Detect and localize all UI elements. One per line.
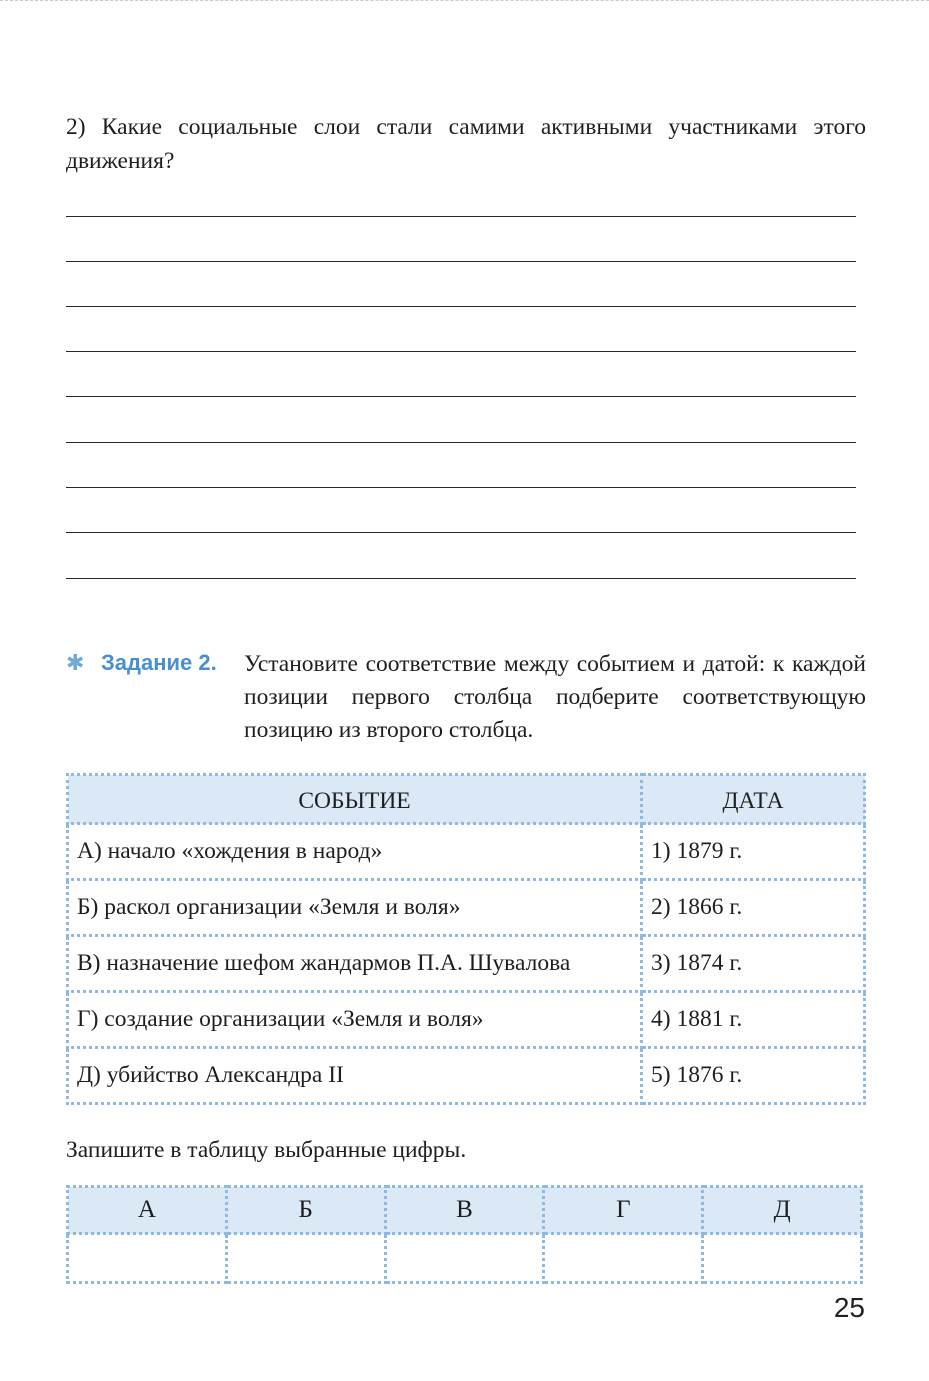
answer-input-row xyxy=(68,1234,862,1283)
answer-cell-b[interactable] xyxy=(226,1234,385,1283)
page-number: 25 xyxy=(833,1292,865,1323)
answer-header-a: А xyxy=(68,1187,227,1234)
answer-cell-d[interactable] xyxy=(703,1234,862,1283)
event-cell: Д) убийство Александра II xyxy=(68,1048,642,1104)
date-cell: 3) 1874 г. xyxy=(642,936,865,992)
answer-line[interactable] xyxy=(66,532,856,533)
table-row xyxy=(68,1048,865,1104)
event-cell: Г) создание организации «Земля и воля» xyxy=(68,992,642,1048)
table-row xyxy=(68,992,865,1048)
event-cell: Б) раскол организации «Земля и воля» xyxy=(68,880,642,936)
star-icon: ✱ xyxy=(66,651,85,676)
event-cell: В) назначение шефом жандармов П.А. Шувалова xyxy=(68,936,642,992)
answer-header-row xyxy=(68,1187,862,1234)
date-cell: 5) 1876 г. xyxy=(642,1048,865,1104)
table-row xyxy=(68,880,865,936)
matching-table xyxy=(66,773,866,1105)
column-header-date: ДАТА xyxy=(642,775,865,824)
answer-line[interactable] xyxy=(66,578,856,579)
table-row xyxy=(68,824,865,880)
answer-instruction: Запишите в таблицу выбранные цифры. xyxy=(66,1137,467,1163)
table-header-row xyxy=(68,775,865,824)
date-cell: 2) 1866 г. xyxy=(642,880,865,936)
answer-cell-v[interactable] xyxy=(385,1234,544,1283)
date-cell: 1) 1879 г. xyxy=(642,824,865,880)
answer-header-g: Г xyxy=(544,1187,703,1234)
task-label: Задание 2. xyxy=(101,650,217,675)
date-cell: 4) 1881 г. xyxy=(642,992,865,1048)
answer-cell-g[interactable] xyxy=(544,1234,703,1283)
answer-line[interactable] xyxy=(66,487,856,488)
column-header-event: СОБЫТИЕ xyxy=(68,775,642,824)
task-instructions: Установите соответствие между событием и датой: к каждой позиции первого столбца подберите соответствующую позицию из второго столбца. xyxy=(244,651,866,743)
event-cell: А) начало «хождения в народ» xyxy=(68,824,642,880)
answer-header-b: Б xyxy=(226,1187,385,1234)
table-row xyxy=(68,936,865,992)
answer-line[interactable] xyxy=(66,261,856,262)
answer-header-v: В xyxy=(385,1187,544,1234)
answer-cell-a[interactable] xyxy=(68,1234,227,1283)
answer-header-d: Д xyxy=(703,1187,862,1234)
page-top-edge xyxy=(0,0,929,7)
answer-line[interactable] xyxy=(66,351,856,352)
answer-line[interactable] xyxy=(66,396,856,397)
answer-line[interactable] xyxy=(66,216,856,217)
answer-line[interactable] xyxy=(66,442,856,443)
question-text: 2) Какие социальные слои стали самими активными участниками этого движения? xyxy=(66,114,866,174)
answer-line[interactable] xyxy=(66,306,856,307)
answer-table xyxy=(66,1185,863,1284)
